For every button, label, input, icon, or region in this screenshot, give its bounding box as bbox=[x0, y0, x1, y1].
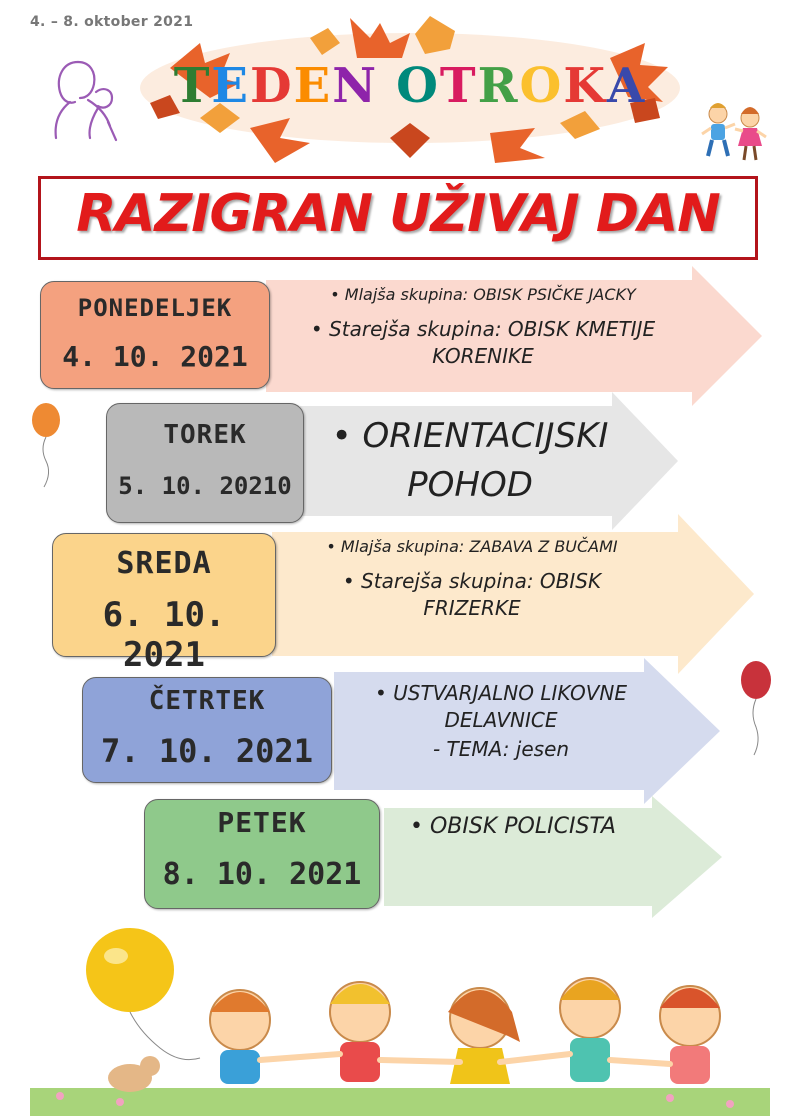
orange-balloon-icon bbox=[28, 400, 68, 490]
title-letter: E bbox=[211, 58, 250, 114]
activity-item: • ORIENTACIJSKI POHOD bbox=[300, 412, 640, 511]
day-name: ČETRTEK bbox=[148, 686, 266, 716]
title-letter: T bbox=[173, 58, 212, 114]
red-balloon-icon bbox=[736, 660, 776, 756]
day-name: PONEDELJEK bbox=[77, 294, 233, 322]
day-name: TOREK bbox=[163, 420, 247, 450]
day-name: PETEK bbox=[217, 806, 307, 839]
activity-list-friday bbox=[398, 812, 678, 842]
day-box-wednesday bbox=[52, 533, 276, 675]
activity-list-wednesday bbox=[272, 536, 672, 622]
title-letter: A bbox=[607, 58, 647, 114]
activity-item: • OBISK POLICISTA bbox=[398, 812, 678, 842]
title-letter: K bbox=[563, 58, 608, 114]
day-date: 6. 10. 2021 bbox=[102, 595, 226, 675]
activity-item: • Mlajša skupina: OBISK PSIČKE JACKY bbox=[268, 284, 698, 306]
activity-list-thursday bbox=[336, 680, 666, 763]
day-box-monday bbox=[40, 281, 270, 389]
title-letter: D bbox=[250, 58, 294, 114]
activity-list-tuesday bbox=[300, 412, 640, 511]
title-letter: O bbox=[519, 58, 564, 114]
day-date: 4. 10. 2021 bbox=[62, 340, 248, 373]
banner-title: RAZIGRAN UŽIVAJ DAN bbox=[76, 184, 720, 244]
title-letter: E bbox=[293, 58, 333, 114]
day-date: 7. 10. 2021 bbox=[101, 732, 313, 770]
title-letter: T bbox=[439, 58, 478, 114]
day-date: 5. 10. 20210 bbox=[118, 472, 292, 500]
day-box-thursday bbox=[82, 677, 332, 783]
day-box-friday bbox=[144, 799, 380, 909]
day-box-tuesday bbox=[106, 403, 304, 523]
title-letter: N bbox=[332, 58, 379, 114]
date-range: 4. – 8. oktober 2021 bbox=[30, 14, 194, 30]
activity-item: - TEMA: jesen bbox=[432, 737, 570, 761]
day-name: SREDA bbox=[116, 546, 212, 581]
activity-list-monday bbox=[268, 284, 698, 370]
day-date: 8. 10. 2021 bbox=[162, 857, 362, 892]
activity-item: • Starejša skupina: OBISK KMETIJE KORENIKE bbox=[268, 316, 698, 370]
mother-child-logo-icon bbox=[48, 52, 126, 144]
title-letter: O bbox=[396, 58, 440, 114]
children-holding-hands-illustration bbox=[30, 920, 770, 1116]
activity-item: • Mlajša skupina: ZABAVA Z BUČAMI bbox=[272, 536, 672, 558]
title-letter: R bbox=[477, 58, 520, 114]
activity-item: • USTVARJALNO LIKOVNE DELAVNICE bbox=[336, 680, 666, 734]
activity-item: • Starejša skupina: OBISK FRIZERKE bbox=[272, 568, 672, 622]
running-kids-icon bbox=[700, 98, 770, 164]
main-title bbox=[130, 58, 690, 114]
